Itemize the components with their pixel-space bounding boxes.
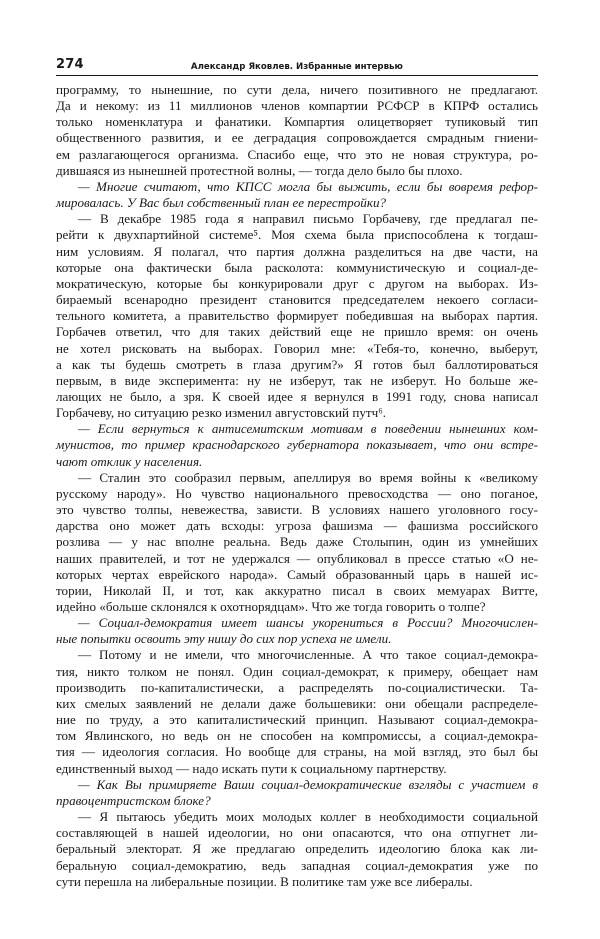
text-line: это чувство толпы, невежества, зависти. В условиях нашего уголовного госу- — [56, 502, 538, 518]
text-line: ких смелых заявлений не делали даже большевики: они обещали распределе- — [56, 695, 538, 711]
text-line: которые она фактически была расколота: коммунистическую и социал-де- — [56, 259, 538, 275]
text-line: только номенклатура и фанатики. Компартия олицетворяет тупиковый тип — [56, 114, 538, 130]
interview-answer — [56, 82, 538, 179]
text-line: ние по труду, а это капиталистический принцип. Называют социал-демокра- — [56, 712, 538, 728]
text-line: тия, никто толком не понял. Один социал-демократ, к примеру, обещает нам — [56, 663, 538, 679]
text-line: — Если вернуться к антисемитским мотивам в поведении нынешних ком- — [78, 421, 538, 437]
text-line: Да и некому: из 11 миллионов членов компартии РСФСР в КПРФ остались — [56, 98, 538, 114]
text-line: бираемый всенародно президент становится председателем некоего согласи- — [56, 292, 538, 308]
text-line: общественного развития, и ее деградация сопровождается смрадным гниени- — [56, 130, 538, 146]
interview-answer — [56, 470, 538, 615]
interview-question — [56, 777, 538, 809]
interview-answer — [56, 809, 538, 890]
text-line: дившаяся из нынешней протестной волны, — тогда дело было бы плохо. — [56, 162, 463, 178]
text-line: тельного комитета, а правительство формирует победившая на выборах партия. — [56, 308, 538, 324]
text-line: не хотел рисковать на выборах. Говорил мне: «Тебя-то, конечно, выберут, — [56, 340, 538, 356]
text-line: правоцентристском блоке? — [56, 792, 211, 808]
text-line: чают отклик у населения. — [56, 453, 203, 469]
text-line: розлива — у нас вполне реальна. Ведь даже Столыпин, один из умнейших — [56, 534, 538, 550]
interview-question — [56, 615, 538, 647]
text-line: рейти к двухпартийной системе⁵. Моя схема была приспособлена к тогдаш- — [56, 227, 538, 243]
page-number: 274 — [56, 57, 84, 72]
text-line: лающих не было, а зря. К своей идее я вернулся в 1991 году, снова написал — [56, 388, 538, 404]
text-line: дарства оно может дать всходы: угроза фашизма — фашизма российского — [56, 518, 538, 534]
text-line: — Я пытаюсь убедить моих молодых коллег в необходимости социальной — [78, 809, 538, 825]
running-title: Александр Яковлев. Избранные интервью — [190, 62, 403, 72]
text-line: — Сталин это сообразил первым, апеллируя во время войны к «великому — [78, 469, 538, 485]
book-page — [56, 52, 538, 890]
text-line: производить по-капиталистически, а распределять по-социалистически. Та- — [56, 679, 538, 695]
text-line: беральную социал-демократию, ведь западная социал-демократия уже по — [56, 857, 538, 873]
text-line: а как ты будешь смотреть в глаза другим?» Я готов был баллотироваться — [56, 356, 538, 372]
text-line: Горбачев ответил, что для таких действий еще не пришло время: он очень — [56, 324, 538, 340]
text-line: мунистов, то пример краснодарского губернатора показывает, что они встре- — [56, 437, 538, 453]
text-line: ем разлагающегося организма. Спасибо еще, что это не новая структура, ро- — [56, 146, 538, 162]
text-line: тия — идеология согласия. Но вообще для страны, на мой взгляд, это был бы — [56, 744, 538, 760]
text-line: Горбачеву, но ситуацию резко изменил августовский путч⁶. — [56, 405, 387, 421]
text-line: — Как Вы примиряете Ваши социал-демократические взгляды с участием в — [78, 776, 538, 792]
text-line: тории, Николай II, и тот, как аккуратно писал в своих мемуарах Витте, — [56, 582, 538, 598]
text-line: наших правителей, и тот не удержался — опубликовал в прессе статью «О не- — [56, 550, 538, 566]
interview-question — [56, 179, 538, 211]
text-line: мократическую, которые бы конкурировали друг с другом на выборах. Из- — [56, 275, 538, 291]
text-line: — Социал-демократия имеет шансы укорениться в России? Многочислен- — [78, 615, 538, 631]
text-line: программу, то нынешние, по сути дела, ничего позитивного не предлагают. — [56, 82, 538, 97]
text-line: единственный выход — надо искать пути к социальному партнерству. — [56, 760, 447, 776]
text-line: составляющей в нашей идеологии, но они опасаются, что она отпугнет ли- — [56, 825, 538, 841]
text-line: первым, в виде эксперимента: ну не изберут, так не изберут. Но больше же- — [56, 372, 538, 388]
text-line: сути перешла на либеральные позиции. В политике там уже все либералы. — [56, 873, 473, 889]
text-line: ные попытки освоить эту нишу до сих пор успеха не имели. — [56, 631, 392, 647]
text-line: мировалась. У Вас был собственный план ее перестройки? — [56, 195, 387, 211]
text-line: — Потому и не имели, что многочисленные. А что такое социал-демокра- — [78, 647, 538, 663]
interview-answer — [56, 211, 538, 421]
interview-answer — [56, 647, 538, 776]
text-line: ним условиям. Я полагал, что партия должна разделиться на две части, на — [56, 243, 538, 259]
text-line: том Явлинского, но ведь он не способен на компромиссы, а социал-демокра- — [56, 728, 538, 744]
text-line: русскому народу». Но чувство национального превосходства — оно поганое, — [56, 485, 538, 501]
interview-text — [56, 82, 538, 890]
text-line: которых чертах еврейского народа». Самый образованный царь в нашей ис- — [56, 566, 538, 582]
running-head — [56, 52, 538, 76]
text-line: беральный электорат. Я же предлагаю определить идеологию блока как ли- — [56, 841, 538, 857]
text-line: идейно «больше склонялся к охотнорядцам». Что же тогда говорить о толпе? — [56, 599, 486, 614]
interview-question — [56, 421, 538, 469]
text-line: — Многие считают, что КПСС могла бы выжить, если бы вовремя рефор- — [78, 178, 538, 194]
text-line: — В декабре 1985 года я направил письмо Горбачеву, где предлагал пе- — [78, 211, 538, 227]
